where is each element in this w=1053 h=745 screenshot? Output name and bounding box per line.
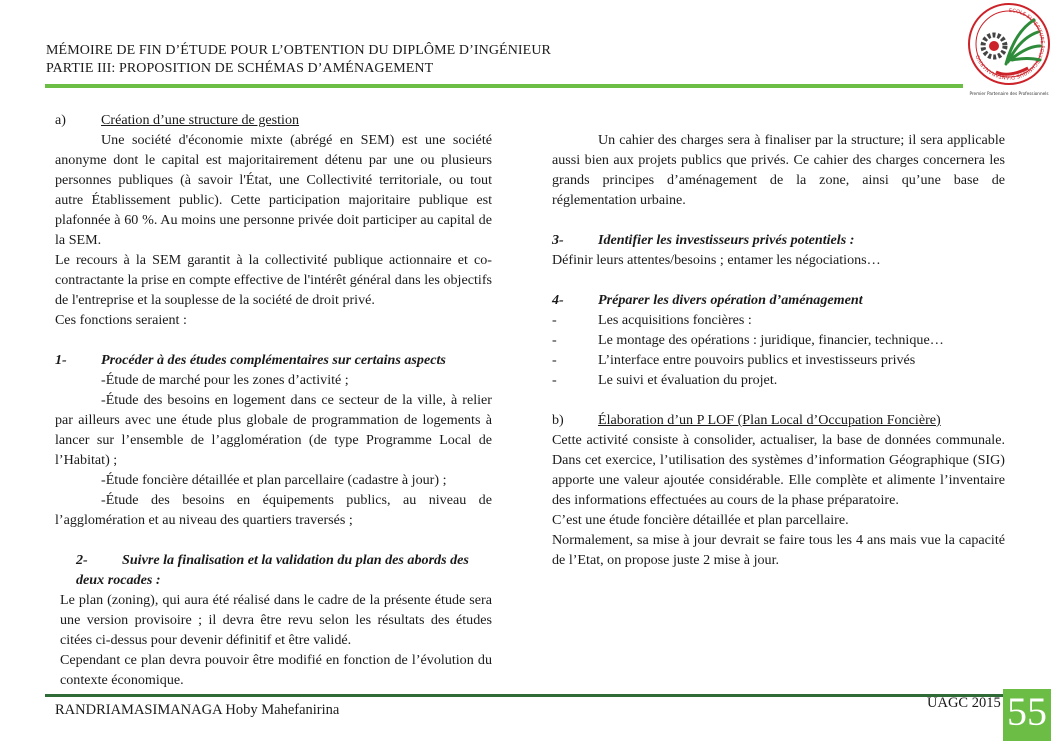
study-item: -Étude des besoins en logement dans ce secteur de la ville, à relier par ailleurs avec une étude plus globale de programmation de logements à lancer sur l’ensemble de l’agglomération (de type Programme Local de l’Habitat) ; — [55, 392, 492, 468]
right-column — [552, 130, 1005, 570]
database-paragraph: Cette activité consiste à consolider, actualiser, la base de données communale. Dans cet exercice, l’utilisation des systèmes d’information Géographique (SIG) apporte une valeur ajoutée considérable. Elle complète et alimente l’inventaire des informations effectuées au cours de la phase préparatoire. — [552, 432, 1005, 508]
heading-4-title: Préparer les divers opération d’aménagement — [598, 292, 863, 308]
heading-4-number: 4- — [552, 292, 564, 308]
heading-2-title-line2: deux rocades : — [76, 572, 161, 588]
bullet-dash: - — [552, 332, 557, 348]
heading-3-number: 3- — [552, 232, 564, 248]
header-rule — [45, 84, 963, 88]
heading-1 — [55, 350, 492, 370]
school-emblem-icon — [966, 2, 1052, 98]
sem-benefits-paragraph: Le recours à la SEM garantit à la collectivité publique actionnaire et co-contractante la prise en compte effective de l'intérêt général dans les objectifs de l'entreprise et la souplesse de la société de droit privé. — [55, 252, 492, 308]
list-item — [552, 310, 1005, 330]
heading-2-number: 2- — [76, 552, 88, 568]
study-item: -Étude de marché pour les zones d’activité ; — [101, 372, 349, 388]
list-item — [552, 370, 1005, 390]
logo-tagline: Premier Partenaire des Professionnels — [969, 91, 1049, 96]
bullet-dash: - — [552, 372, 557, 388]
header-line-2: PARTIE III: PROPOSITION DE SCHÉMAS D’AMÉNAGEMENT — [46, 61, 434, 76]
zoning-paragraph: Le plan (zoning), qui aura été réalisé dans le cadre de la présente étude sera une version provisoire ; il devra être revu selon les résultats des études citées ci-dessus pour devenir définitif et être validé. — [60, 592, 492, 648]
bullet-dash: - — [552, 312, 557, 328]
footer-year: UAGC 2015 — [927, 695, 1001, 711]
update-frequency-paragraph: Normalement, sa mise à jour devrait se faire tous les 4 ans mais vue la capacité de l’Etat, on propose juste 2 mise à jour. — [552, 532, 1005, 568]
list-item-text: Le montage des opérations : juridique, financier, technique… — [598, 332, 944, 348]
heading-3 — [552, 230, 1005, 250]
logo-ring-text: ECOLE SUPERIEURE POLYTECHNIQUE D'ANTANANARIVO — [975, 7, 1045, 81]
heading-4 — [552, 290, 1005, 310]
list-item-text: Le suivi et évaluation du projet. — [598, 372, 778, 388]
section-b-heading — [552, 410, 1005, 430]
section-b-title: Élaboration d’un P LOF (Plan Local d’Occupation Foncière) — [598, 412, 941, 428]
specifications-paragraph: Un cahier des charges sera à finaliser par la structure; il sera applicable aussi bien aux projets publics que privés. Ce cahier des charges concernera les grands principes d’aménagement de la zone, ainsi qu’une base de réglementation urbaine. — [552, 132, 1005, 208]
list-item — [552, 330, 1005, 350]
list-item — [552, 350, 1005, 370]
heading-1-number: 1- — [55, 352, 67, 368]
study-item: -Étude des besoins en équipements publics, au niveau de l’agglomération et au niveau des quartiers traversés ; — [55, 492, 492, 528]
page-number: 55 — [1003, 689, 1051, 741]
study-item: -Étude foncière détaillée et plan parcellaire (cadastre à jour) ; — [101, 472, 447, 488]
header-line-1: MÉMOIRE DE FIN D’ÉTUDE POUR L’OBTENTION DU DIPLÔME D’INGÉNIEUR — [46, 43, 551, 58]
investors-paragraph: Définir leurs attentes/besoins ; entamer les négociations… — [552, 252, 881, 268]
list-item-text: L’interface entre pouvoirs publics et investisseurs privés — [598, 352, 916, 368]
sem-definition-paragraph: Une société d'économie mixte (abrégé en SEM) est une société anonyme dont le capital est majoritairement détenu par une ou plusieurs personnes publiques (à savoir l'État, une Collectivité territoriale, ou tout autre Établissement public). Cette participation majoritaire publique est plafonnée à 60 %. Au moins une personne privée doit participer au capital de la SEM. — [55, 132, 492, 248]
running-header — [46, 42, 551, 78]
section-a-heading — [55, 110, 492, 130]
footer-author: RANDRIAMASIMANAGA Hoby Mahefanirina — [55, 702, 340, 718]
heading-2-title-line1: Suivre la finalisation et la validation du plan des abords des — [122, 552, 469, 568]
heading-2 — [76, 550, 492, 590]
heading-3-title: Identifier les investisseurs privés potentiels : — [598, 232, 855, 248]
footer-rule — [45, 694, 1003, 697]
bullet-dash: - — [552, 352, 557, 368]
land-study-paragraph: C’est une étude foncière détaillée et plan parcellaire. — [552, 512, 849, 528]
list-item-text: Les acquisitions foncières : — [598, 312, 752, 328]
left-column — [55, 110, 492, 690]
heading-1-title: Procéder à des études complémentaires sur certains aspects — [101, 352, 446, 368]
functions-intro: Ces fonctions seraient : — [55, 312, 187, 328]
economic-context-paragraph: Cependant ce plan devra pouvoir être modifié en fonction de l’évolution du contexte économique. — [60, 652, 492, 688]
section-a-title: Création d’une structure de gestion — [101, 112, 300, 128]
section-b-marker: b) — [552, 412, 564, 428]
section-a-marker: a) — [55, 112, 66, 128]
